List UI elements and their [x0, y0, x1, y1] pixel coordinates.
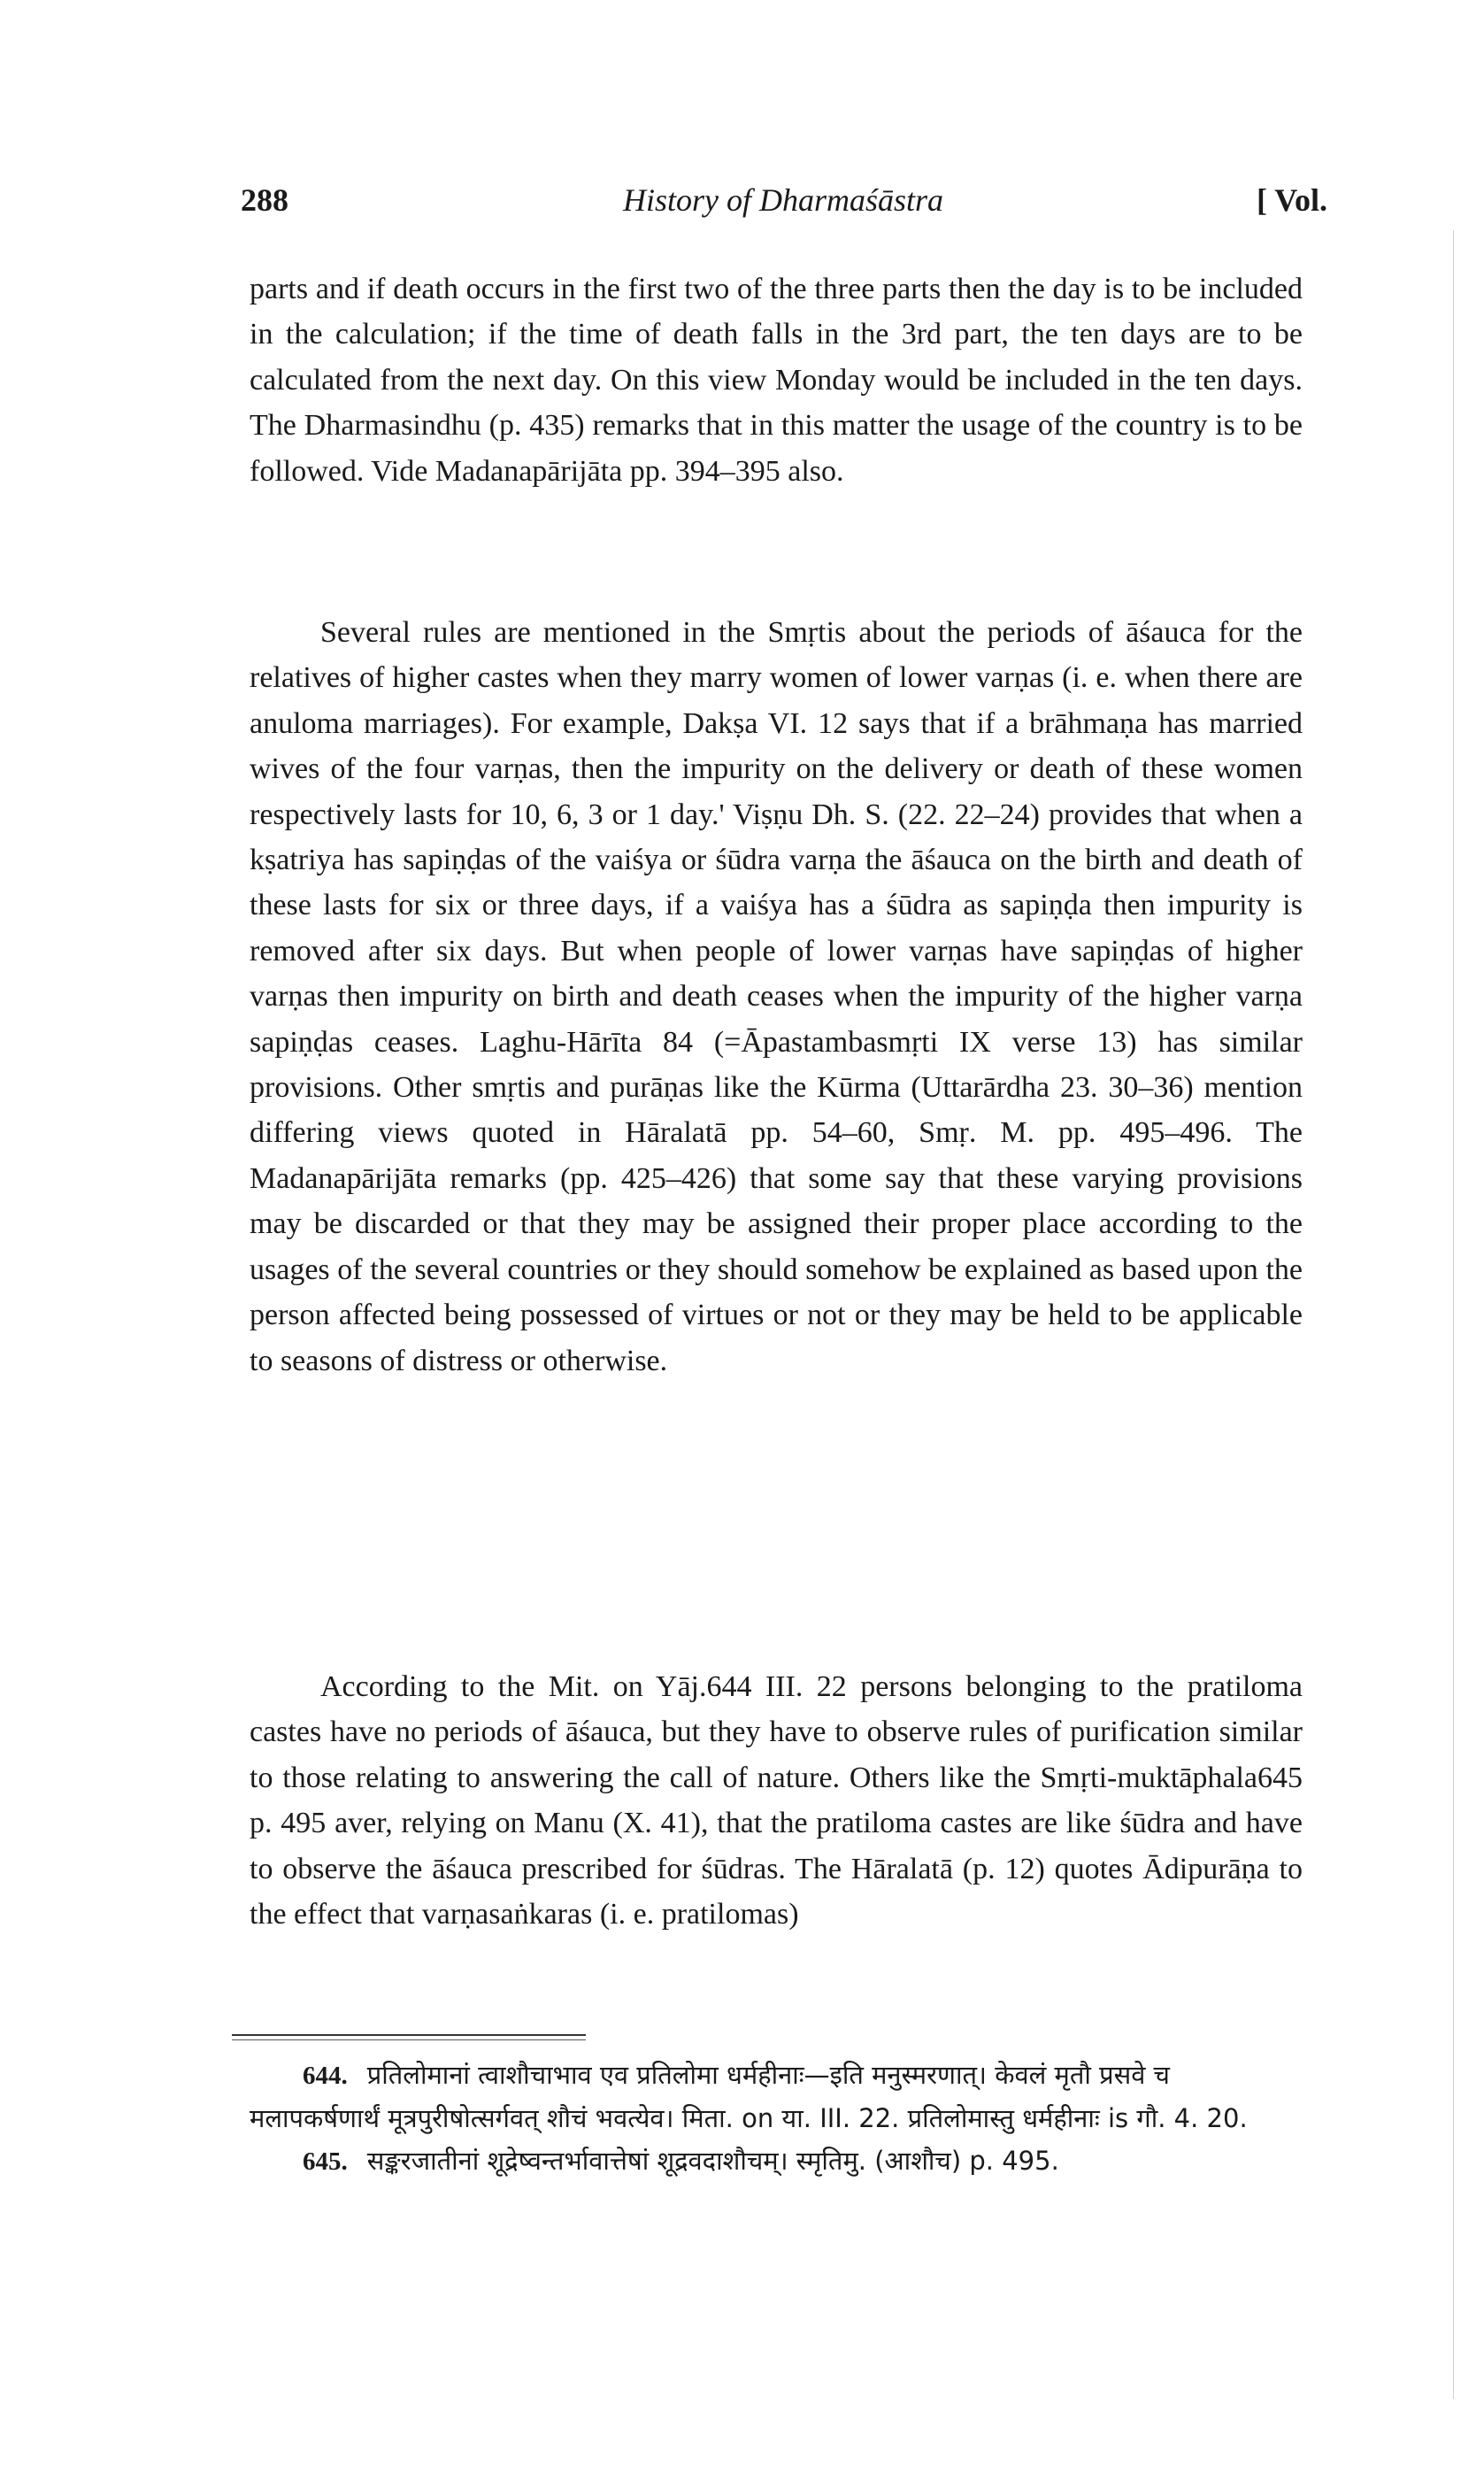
footnotes	[250, 2054, 1303, 2183]
footnote-text: प्रतिलोमानां त्वाशौचाभाव एव प्रतिलोमा धर्महीनाः—इति मनुस्मरणात्। केवलं मृतौ प्रसवे च मलापकर्षणार्थं मूत्रपुरीषोत्सर्गवत् शौचं भवत्येव। मिता. on या. III. 22. प्रतिलोमास्तु धर्महीनाः is गौ. 4. 20.	[250, 2060, 1248, 2133]
paragraph-text: Several rules are mentioned in the Smṛtis about the periods of āśauca for the relatives of higher castes when they marry women of lower varṇas (i. e. when there are anuloma marriages). For example, Dakṣa VI. 12 says that if a brāhmaṇa has married wives of the four varṇas, then the impurity on the delivery or death of these women respectively lasts for 10, 6, 3 or 1 day.' Viṣṇu Dh. S. (22. 22–24) provides that when a kṣatriya has sapiṇḍas of the vaiśya or śūdra varṇa the āśauca on the birth and death of these lasts for six or three days, if a vaiśya has a śūdra as sapiṇḍa then impurity is removed after six days. But when people of lower varṇas have sapiṇḍas of higher varṇas then impurity on birth and death ceases when the impurity of the higher varṇa sapiṇḍas ceases. Laghu-Hārīta 84 (=Āpastambasmṛti IX verse 13) has similar provisions. Other smṛtis and purāṇas like the Kūrma (Uttarārdha 23. 30–36) mention differing views quoted in Hāralatā pp. 54–60, Smṛ. M. pp. 495–496. The Madanapārijāta remarks (pp. 425–426) that some say that these varying provisions may be discarded or that they may be assigned their proper place according to the usages of the several countries or they should somehow be explained as based upon the person affected being possessed of virtues or not or they may be held to be applicable to seasons of distress or otherwise.	[250, 616, 1303, 1377]
running-title: History of Dharmaśāstra	[622, 182, 944, 218]
page-number: 288	[241, 182, 288, 218]
page-header	[239, 181, 1327, 226]
paragraph-continued	[250, 266, 1303, 494]
footnote-644	[250, 2054, 1303, 2139]
volume-label: [ Vol.	[1256, 182, 1327, 218]
footnote-645	[250, 2139, 1303, 2183]
paragraph-text: parts and if death occurs in the first two of the three parts then the day is to be included in the calculation; if the time of death falls in the 3rd part, the ten days are to be calculated from the next day. On this view Monday would be included in the ten days. The Dharmasindhu (p. 435) remarks that in this matter the usage of the country is to be followed. Vide Madanapārijāta pp. 394–395 also.	[250, 273, 1303, 488]
footnote-divider-secondary	[232, 2039, 586, 2040]
footnote-divider	[232, 2034, 586, 2036]
footnote-number: 644.	[303, 2062, 348, 2090]
footnote-text: सङ्करजातीनां शूद्रेष्वन्तर्भावात्तेषां शूद्रवदाशौचम्। स्मृतिमु. (आशौच) p. 495.	[366, 2146, 1059, 2176]
footnote-number: 645.	[303, 2147, 348, 2176]
paragraph-pratiloma	[250, 1664, 1303, 1937]
paragraph-text: According to the Mit. on Yāj.644 III. 22 persons belonging to the pratiloma castes have no periods of āśauca, but they have to observe rules of purification similar to those relating to answering the call of nature. Others like the Smṛti-muktāphala645 p. 495 aver, relying on Manu (X. 41), that the pratiloma castes are like śūdra and have to observe the āśauca prescribed for śūdras. The Hāralatā (p. 12) quotes Ādipurāṇa to the effect that varṇasaṅkaras (i. e. pratilomas)	[250, 1670, 1303, 1931]
paragraph-anuloma-rules	[250, 610, 1303, 1384]
scan-edge-line	[1453, 230, 1454, 2399]
